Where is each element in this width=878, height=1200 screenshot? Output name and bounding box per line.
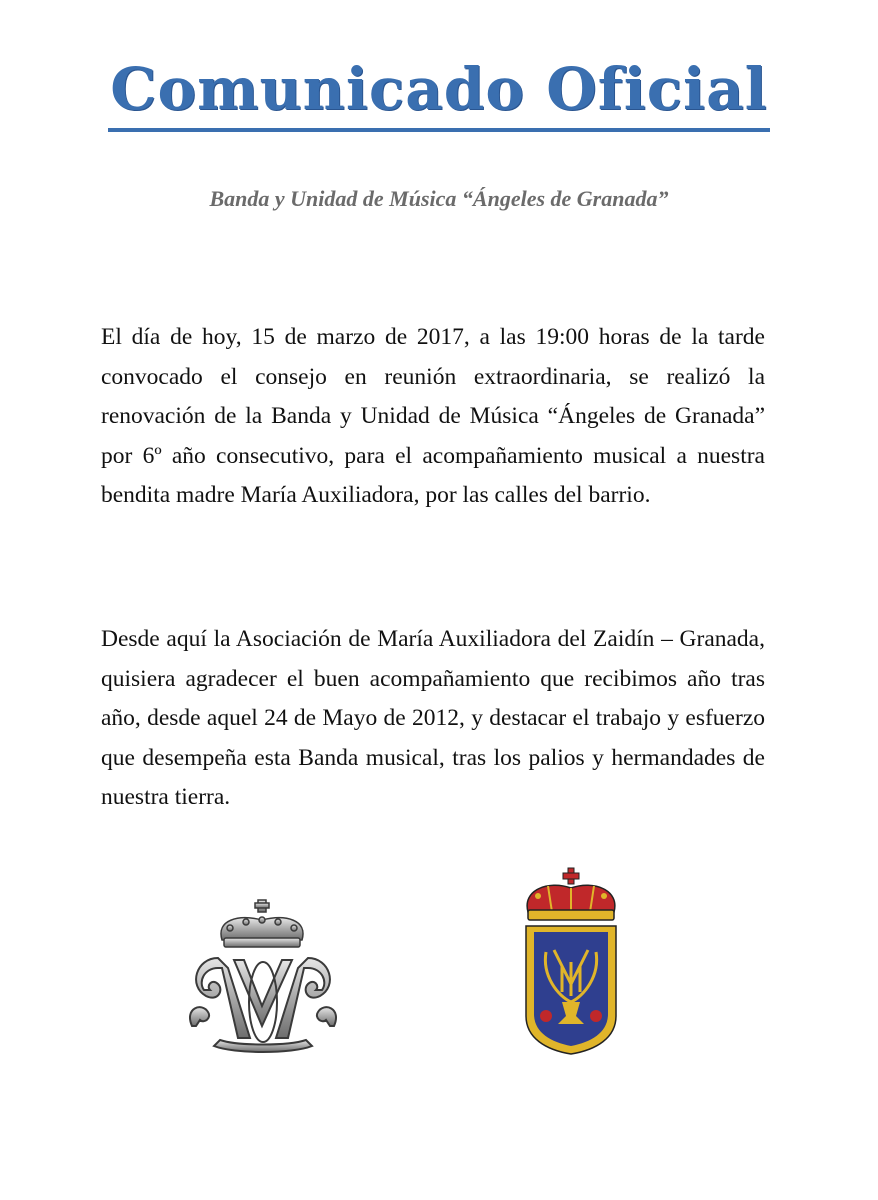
band-coat-of-arms-icon	[518, 866, 624, 1056]
paragraph-2: Desde aquí la Asociación de María Auxiliadora del Zaidín – Granada, quisiera agradecer el buen acompañamiento que recibimos año tras año, desde aquel 24 de Mayo de 2012, y destacar el trabajo y esfuerzo que desempeña esta Banda musical, tras los palios y hermandades de nuestra tierra.	[101, 626, 765, 810]
paragraph-1: El día de hoy, 15 de marzo de 2017, a las 19:00 horas de la tarde convocado el consejo en reunión extraordinaria, se realizó la renovación de la Banda y Unidad de Música “Ángeles de Granada” por 6º año consecutivo, para el acompañamiento musical a nuestra bendita madre María Auxiliadora, por las calles del barrio.	[101, 324, 765, 508]
subtitle: Banda y Unidad de Música “Ángeles de Granada”	[209, 186, 669, 211]
page-title	[0, 52, 878, 132]
title-text: Comunicado Oficial	[108, 52, 769, 132]
crowned-monogram-icon	[178, 898, 348, 1056]
